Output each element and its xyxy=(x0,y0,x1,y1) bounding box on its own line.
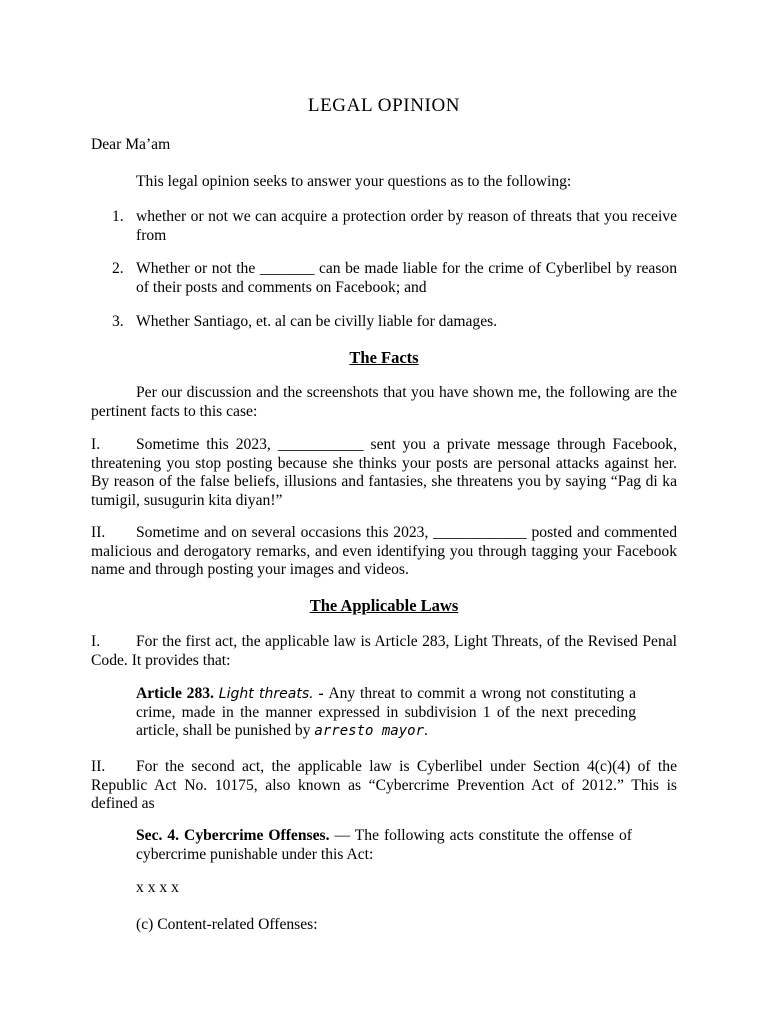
question-text: Whether or not the _______ can be made liable for the crime of Cyberlibel by reason of their posts and comments on Facebook; and xyxy=(136,260,677,296)
article-dash: - xyxy=(313,685,329,702)
section-label: Sec. 4. Cybercrime Offenses. xyxy=(136,827,330,844)
facts-heading: The Facts xyxy=(349,348,419,367)
roman-numeral: II. xyxy=(91,524,106,541)
question-text: whether or not we can acquire a protection order by reason of threats that you receive from xyxy=(136,208,677,244)
laws-heading: The Applicable Laws xyxy=(309,596,459,615)
document-title: LEGAL OPINION xyxy=(307,95,461,116)
fact-text: Sometime this 2023, ___________ sent you a private message through Facebook, threatening you stop posting because she thinks your posts are personal attacks against her. By reason of the false beliefs, illusions and fantasies, she threatens you by saying “Pag di ka tumigil, susugurin kita diyan!” xyxy=(91,436,677,509)
article-body: Any threat to commit a wrong not constituting a crime, made in the manner expressed in subdivision 1 of the next preceding article, shall be punished by xyxy=(136,685,637,739)
question-text: Whether Santiago, et. al can be civilly liable for damages. xyxy=(136,313,498,330)
facts-intro: Per our discussion and the screenshots that you have shown me, the following are the pertinent facts to this case: xyxy=(91,384,677,420)
article-end: . xyxy=(424,722,428,739)
law-text: For the first act, the applicable law is Article 283, Light Threats, of the Revised Penal Code. It provides that: xyxy=(91,633,677,669)
section-body: — The following acts constitute the offense of cybercrime punishable under this Act: xyxy=(136,827,633,863)
roman-numeral: I. xyxy=(91,436,101,453)
article-title: Light threats. xyxy=(218,686,314,702)
omission-marker: x x x x xyxy=(136,879,179,896)
intro-paragraph: This legal opinion seeks to answer your questions as to the following: xyxy=(136,173,572,190)
law-text: For the second act, the applicable law is Cyberlibel under Section 4(c)(4) of the Republic Act No. 10175, also known as “Cybercrime Prevention Act of 2012.” This is defined as xyxy=(91,758,677,812)
article-penalty: arresto mayor xyxy=(314,723,424,739)
list-number: 3. xyxy=(112,313,124,330)
article-label: Article 283. xyxy=(136,685,214,702)
subsection-label: (c) Content-related Offenses: xyxy=(136,916,318,933)
section-4-quote xyxy=(136,827,632,864)
fact-text: Sometime and on several occasions this 2023, ____________ posted and commented malicious and derogatory remarks, and even identifying you through tagging your Facebook name and through posting your images and videos. xyxy=(91,524,677,578)
salutation: Dear Ma’am xyxy=(91,136,171,153)
roman-numeral: II. xyxy=(91,758,106,775)
article-283-quote xyxy=(136,685,636,741)
list-number: 2. xyxy=(112,260,124,277)
list-number: 1. xyxy=(112,208,124,225)
roman-numeral: I. xyxy=(91,633,101,650)
